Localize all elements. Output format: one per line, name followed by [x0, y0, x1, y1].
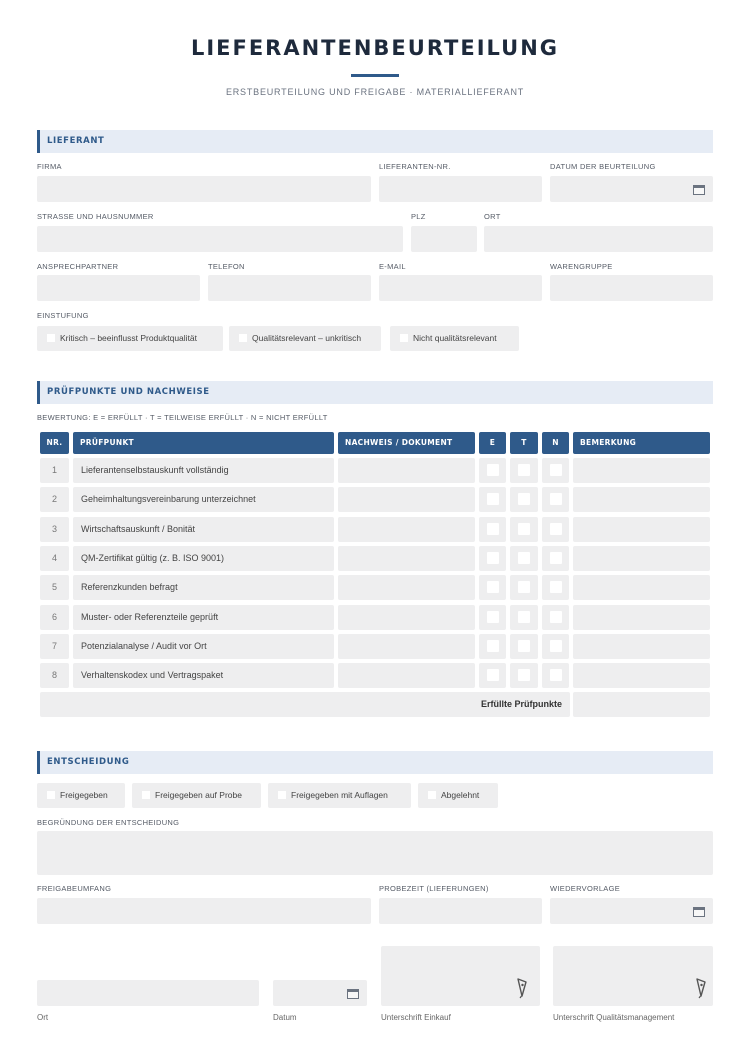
column-header-t: T [510, 432, 538, 454]
row-e-cell [479, 605, 506, 630]
row-n-cell [542, 517, 569, 542]
rating-t-checkbox[interactable] [518, 640, 530, 652]
probezeit-label: PROBEZEIT (LIEFERUNGEN) [379, 884, 489, 893]
option-label: Nicht qualitätsrelevant [413, 333, 497, 343]
row-bemerkung-field[interactable] [573, 546, 710, 571]
row-number: 6 [40, 605, 69, 630]
probezeit-field[interactable] [379, 898, 542, 924]
row-pruefpunkt: Lieferantenselbstauskunft vollständig [73, 458, 334, 483]
row-pruefpunkt: Verhaltenskodex und Vertragspaket [73, 663, 334, 688]
column-header-bemerkung: BEMERKUNG [573, 432, 710, 454]
summary-value-field[interactable] [573, 692, 710, 717]
calendar-icon[interactable] [347, 989, 359, 999]
row-pruefpunkt: Muster- oder Referenzteile geprüft [73, 605, 334, 630]
checkbox[interactable] [142, 791, 150, 799]
decision-option-abgelehnt[interactable] [418, 783, 498, 808]
rating-e-checkbox[interactable] [487, 669, 499, 681]
row-nachweis-field[interactable] [338, 605, 475, 630]
checkbox[interactable] [400, 334, 408, 342]
einstufung-option-nicht-relevant[interactable] [390, 326, 519, 351]
warengruppe-field[interactable] [550, 275, 713, 301]
ort-signature-field[interactable] [37, 980, 259, 1006]
row-nachweis-field[interactable] [338, 634, 475, 659]
row-e-cell [479, 663, 506, 688]
rating-e-checkbox[interactable] [487, 552, 499, 564]
page-subtitle: ERSTBEURTEILUNG UND FREIGABE · MATERIALLIEFERANT [225, 87, 525, 97]
option-label: Qualitätsrelevant – unkritisch [252, 333, 362, 343]
row-nachweis-field[interactable] [338, 546, 475, 571]
row-e-cell [479, 517, 506, 542]
einstufung-label: EINSTUFUNG [37, 311, 89, 320]
row-number: 5 [40, 575, 69, 600]
lieferanten-nr-field[interactable] [379, 176, 542, 202]
rating-n-checkbox[interactable] [550, 464, 562, 476]
plz-label: PLZ [411, 212, 426, 221]
section-header-pruefpunkte: PRÜFPUNKTE UND NACHWEISE [37, 381, 713, 404]
option-label: Freigegeben mit Auflagen [291, 790, 388, 800]
row-t-cell [510, 458, 538, 483]
row-pruefpunkt: Wirtschaftsauskunft / Bonität [73, 517, 334, 542]
row-nachweis-field[interactable] [338, 517, 475, 542]
rating-t-checkbox[interactable] [518, 552, 530, 564]
column-header-e: E [479, 432, 506, 454]
warengruppe-label: WARENGRUPPE [550, 262, 613, 271]
ort-label: ORT [484, 212, 501, 221]
row-nachweis-field[interactable] [338, 458, 475, 483]
checkbox[interactable] [239, 334, 247, 342]
row-number: 1 [40, 458, 69, 483]
column-header-nr: NR. [40, 432, 69, 454]
rating-n-checkbox[interactable] [550, 581, 562, 593]
rating-t-checkbox[interactable] [518, 581, 530, 593]
datum-signature-field[interactable] [273, 980, 367, 1006]
rating-e-checkbox[interactable] [487, 493, 499, 505]
unterschrift-qm-label: Unterschrift Qualitätsmanagement [553, 1013, 675, 1022]
option-label: Freigegeben auf Probe [155, 790, 242, 800]
row-bemerkung-field[interactable] [573, 605, 710, 630]
decision-option-freigegeben[interactable] [37, 783, 125, 808]
email-label: E-MAIL [379, 262, 406, 271]
checkbox[interactable] [428, 791, 436, 799]
datum-signature-label: Datum [273, 1013, 297, 1022]
row-n-cell [542, 634, 569, 659]
row-e-cell [479, 575, 506, 600]
datum-beurteilung-label: DATUM DER BEURTEILUNG [550, 162, 656, 171]
strasse-field[interactable] [37, 226, 403, 252]
row-n-cell [542, 487, 569, 512]
firma-label: FIRMA [37, 162, 62, 171]
checkbox[interactable] [47, 791, 55, 799]
section-header-entscheidung: ENTSCHEIDUNG [37, 751, 713, 774]
option-label: Abgelehnt [441, 790, 480, 800]
row-n-cell [542, 575, 569, 600]
wiedervorlage-label: WIEDERVORLAGE [550, 884, 621, 893]
row-t-cell [510, 546, 538, 571]
ort-field[interactable] [484, 226, 713, 252]
column-header-nachweis: NACHWEIS / DOKUMENT [338, 432, 475, 454]
ort-signature-label: Ort [37, 1013, 49, 1022]
row-bemerkung-field[interactable] [573, 487, 710, 512]
rating-t-checkbox[interactable] [518, 669, 530, 681]
option-label: Kritisch – beeinflusst Produktqualität [60, 333, 198, 343]
row-t-cell [510, 663, 538, 688]
row-pruefpunkt: Potenzialanalyse / Audit vor Ort [73, 634, 334, 659]
row-number: 7 [40, 634, 69, 659]
plz-field[interactable] [411, 226, 477, 252]
row-bemerkung-field[interactable] [573, 517, 710, 542]
rating-n-checkbox[interactable] [550, 493, 562, 505]
rating-e-checkbox[interactable] [487, 640, 499, 652]
firma-field[interactable] [37, 176, 371, 202]
row-pruefpunkt: Geheimhaltungsvereinbarung unterzeichnet [73, 487, 334, 512]
row-e-cell [479, 634, 506, 659]
column-header-n: N [542, 432, 569, 454]
row-number: 3 [40, 517, 69, 542]
page-title: LIEFERANTENBEURTEILUNG [190, 36, 560, 60]
rating-t-checkbox[interactable] [518, 523, 530, 535]
strasse-label: STRASSE UND HAUSNUMMER [37, 212, 154, 221]
pen-nib-icon [516, 977, 528, 999]
unterschrift-einkauf-field[interactable] [381, 946, 540, 1006]
email-field[interactable] [379, 275, 542, 301]
decision-option-mit-auflagen[interactable] [268, 783, 411, 808]
row-bemerkung-field[interactable] [573, 663, 710, 688]
lieferanten-nr-label: LIEFERANTEN-NR. [379, 162, 451, 171]
calendar-icon[interactable] [693, 907, 705, 917]
row-bemerkung-field[interactable] [573, 634, 710, 659]
rating-n-checkbox[interactable] [550, 523, 562, 535]
begruendung-label: BEGRÜNDUNG DER ENTSCHEIDUNG [37, 818, 180, 827]
telefon-label: TELEFON [208, 262, 245, 271]
rating-e-checkbox[interactable] [487, 523, 499, 535]
pen-nib-icon [695, 977, 707, 999]
rating-n-checkbox[interactable] [550, 552, 562, 564]
rating-e-checkbox[interactable] [487, 611, 499, 623]
row-e-cell [479, 487, 506, 512]
row-bemerkung-field[interactable] [573, 458, 710, 483]
row-n-cell [542, 605, 569, 630]
title-underline [351, 74, 399, 77]
unterschrift-qm-field[interactable] [553, 946, 713, 1006]
row-e-cell [479, 546, 506, 571]
row-number: 2 [40, 487, 69, 512]
row-t-cell [510, 605, 538, 630]
freigabeumfang-field[interactable] [37, 898, 371, 924]
einstufung-option-qualitaetsrelevant[interactable] [229, 326, 381, 351]
row-t-cell [510, 487, 538, 512]
row-pruefpunkt: QM-Zertifikat gültig (z. B. ISO 9001) [73, 546, 334, 571]
decision-option-auf-probe[interactable] [132, 783, 261, 808]
rating-e-checkbox[interactable] [487, 581, 499, 593]
row-number: 8 [40, 663, 69, 688]
row-t-cell [510, 575, 538, 600]
rating-t-checkbox[interactable] [518, 611, 530, 623]
rating-n-checkbox[interactable] [550, 611, 562, 623]
row-n-cell [542, 546, 569, 571]
datum-beurteilung-field[interactable] [550, 176, 713, 202]
column-header-pruefpunkt: PRÜFPUNKT [73, 432, 334, 454]
row-t-cell [510, 517, 538, 542]
row-t-cell [510, 634, 538, 659]
section-header-lieferant: LIEFERANT [37, 130, 713, 153]
wiedervorlage-field[interactable] [550, 898, 713, 924]
row-bemerkung-field[interactable] [573, 575, 710, 600]
rating-n-checkbox[interactable] [550, 669, 562, 681]
checkbox[interactable] [278, 791, 286, 799]
row-n-cell [542, 458, 569, 483]
rating-t-checkbox[interactable] [518, 493, 530, 505]
row-number: 4 [40, 546, 69, 571]
rating-n-checkbox[interactable] [550, 640, 562, 652]
row-nachweis-field[interactable] [338, 487, 475, 512]
rating-t-checkbox[interactable] [518, 464, 530, 476]
einstufung-option-kritisch[interactable] [37, 326, 223, 351]
option-label: Freigegeben [60, 790, 108, 800]
row-nachweis-field[interactable] [338, 575, 475, 600]
rating-legend: BEWERTUNG: E = ERFÜLLT · T = TEILWEISE ERFÜLLT · N = NICHT ERFÜLLT [37, 413, 328, 422]
summary-label: Erfüllte Prüfpunkte [40, 692, 570, 717]
ansprechpartner-label: ANSPRECHPARTNER [37, 262, 119, 271]
rating-e-checkbox[interactable] [487, 464, 499, 476]
row-e-cell [479, 458, 506, 483]
freigabeumfang-label: FREIGABEUMFANG [37, 884, 112, 893]
checkbox[interactable] [47, 334, 55, 342]
row-n-cell [542, 663, 569, 688]
begruendung-field[interactable] [37, 831, 713, 875]
ansprechpartner-field[interactable] [37, 275, 200, 301]
row-nachweis-field[interactable] [338, 663, 475, 688]
telefon-field[interactable] [208, 275, 371, 301]
row-pruefpunkt: Referenzkunden befragt [73, 575, 334, 600]
calendar-icon[interactable] [693, 185, 705, 195]
unterschrift-einkauf-label: Unterschrift Einkauf [381, 1013, 451, 1022]
